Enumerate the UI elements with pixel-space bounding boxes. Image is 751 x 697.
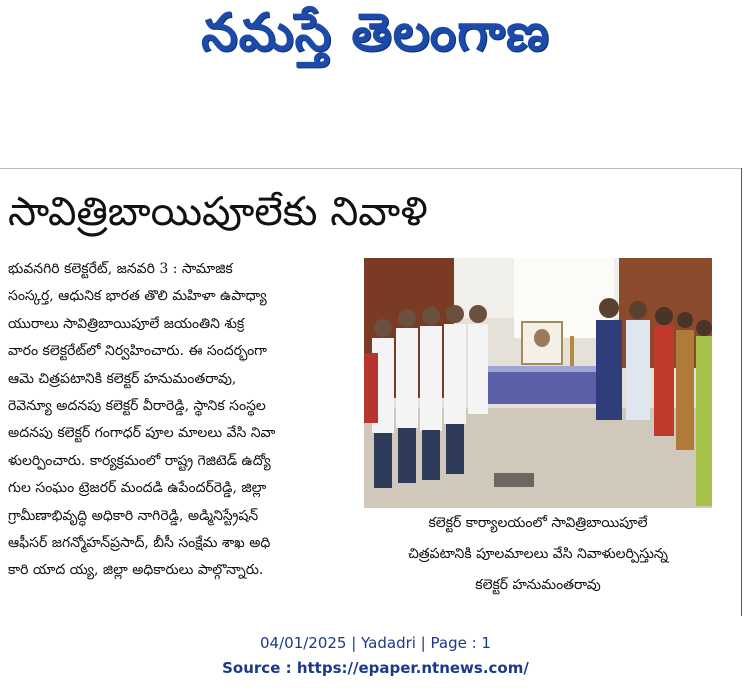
article-line: ఆఫీసర్ జగన్మోహన్‌ప్రసాద్, బీసీ సంక్షేమ శాఖ అధి <box>8 534 271 551</box>
caption-line: చిత్రపటానికి పూలమాలలు వేసి నివాళులర్పిస్తున్న <box>408 546 668 562</box>
article-line: గుల సంఘం ట్రెజరర్ మందడి ఉపేందర్‌రెడ్డి, జిల్లా <box>8 480 267 497</box>
article-line: అదనపు కలెక్టర్ గంగాధర్ పూల మాలలు వేసి నివా <box>8 425 276 442</box>
article-line: గ్రామీణాభివృద్ధి అధికారి నాగిరెడ్డి, అడ్మినిస్ట్రేషన్ <box>8 507 259 524</box>
article-line: సంస్కర్త, ఆధునిక భారత తొలి మహిళా ఉపాధ్యా <box>8 288 267 305</box>
footer-source: Source : https://epaper.ntnews.com/ <box>222 659 529 677</box>
article-line: భువనగిరి కలెక్టరేట్, జనవరి 3 : సామాజిక <box>8 261 233 277</box>
newspaper-masthead <box>0 0 751 78</box>
footer-date-edition-page: 04/01/2025 | Yadadri | Page : 1 <box>260 634 491 652</box>
caption-line: కలెక్టర్ హనుమంతరావు <box>475 577 601 593</box>
news-photo <box>364 258 712 508</box>
clipping-top-rule <box>0 168 742 169</box>
article-line: యురాలు సావిత్రిబాయిపూలే జయంతిని శుక్ర <box>8 315 245 332</box>
article-line: ళులర్పించారు. కార్యక్రమంలో రాష్ట్ర గెజిటెడ్ ఉద్యో <box>8 452 271 469</box>
article-line: రెవెన్యూ అదనపు కలెక్టర్ వీరారెడ్డి, స్థానిక సంస్థల <box>8 397 266 414</box>
page-footer <box>0 630 751 680</box>
photo-caption <box>364 508 712 604</box>
photo-scene <box>364 258 712 508</box>
clipping-right-rule <box>741 168 742 616</box>
article-line: కారి యాద య్య, జిల్లా అధికారులు పాల్గొన్నారు. <box>8 562 264 579</box>
article-line: వారం కలెక్టరేట్‌లో నిర్వహించారు. ఈ సందర్భంగా <box>8 343 268 360</box>
article-body <box>8 256 366 585</box>
article-line: ఆమె చిత్రపటానికి కలెక్టర్ హనుమంతరావు, <box>8 370 237 387</box>
caption-line: కలెక్టర్ కార్యాలయంలో సావిత్రిబాయిపూలే <box>428 515 648 531</box>
masthead-title: నమస్తే తెలంగాణ <box>201 2 550 63</box>
article-headline: సావిత్రిబాయిపూలేకు నివాళి <box>8 189 428 235</box>
